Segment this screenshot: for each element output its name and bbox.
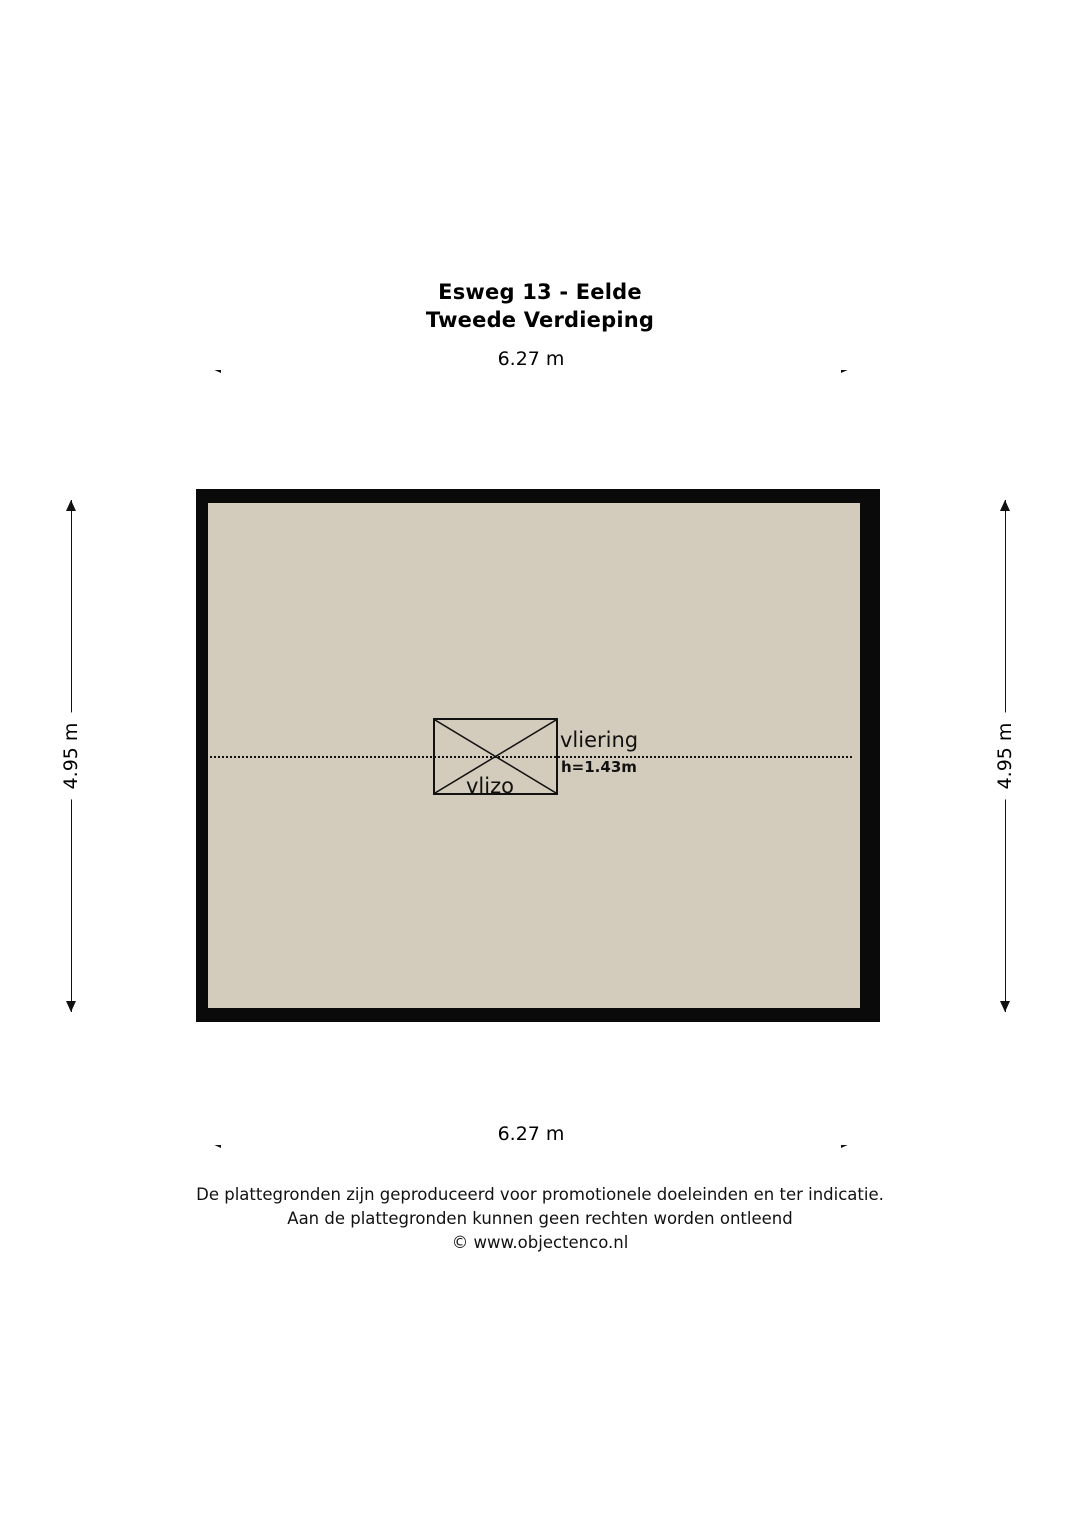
wall-right	[860, 489, 880, 1022]
dimension-left-height	[61, 500, 81, 1012]
footer-line-1: De plattegronden zijn geproduceerd voor promotionele doeleinden en ter indicatie.	[196, 1185, 884, 1204]
footer-disclaimer	[0, 1183, 1080, 1255]
title-floor: Tweede Verdieping	[425, 308, 655, 332]
dimension-right-height-label: 4.95 m	[988, 713, 1022, 800]
arrow-up-icon	[66, 500, 76, 511]
arrow-up-icon	[1000, 500, 1010, 511]
room-label-vliering: vliering	[560, 728, 639, 752]
page-title	[0, 278, 1080, 334]
arrow-down-icon	[1000, 1001, 1010, 1012]
room-height-vliering: h=1.43m	[561, 758, 637, 776]
dimension-top-width	[210, 348, 852, 378]
dimension-right-height	[995, 500, 1015, 1012]
title-address: Esweg 13 - Eelde	[438, 280, 642, 304]
dimension-bottom-width	[210, 1123, 852, 1153]
footer-copyright: © www.objectenco.nl	[451, 1233, 629, 1252]
dimension-left-height-label: 4.95 m	[54, 713, 88, 800]
dimension-top-width-label: 6.27 m	[210, 348, 852, 370]
footer-line-2: Aan de plattegronden kunnen geen rechten worden ontleend	[287, 1209, 793, 1228]
room-label-vlizo: vlizo	[466, 774, 514, 798]
arrow-down-icon	[66, 1001, 76, 1012]
dimension-bottom-width-label: 6.27 m	[210, 1123, 852, 1145]
